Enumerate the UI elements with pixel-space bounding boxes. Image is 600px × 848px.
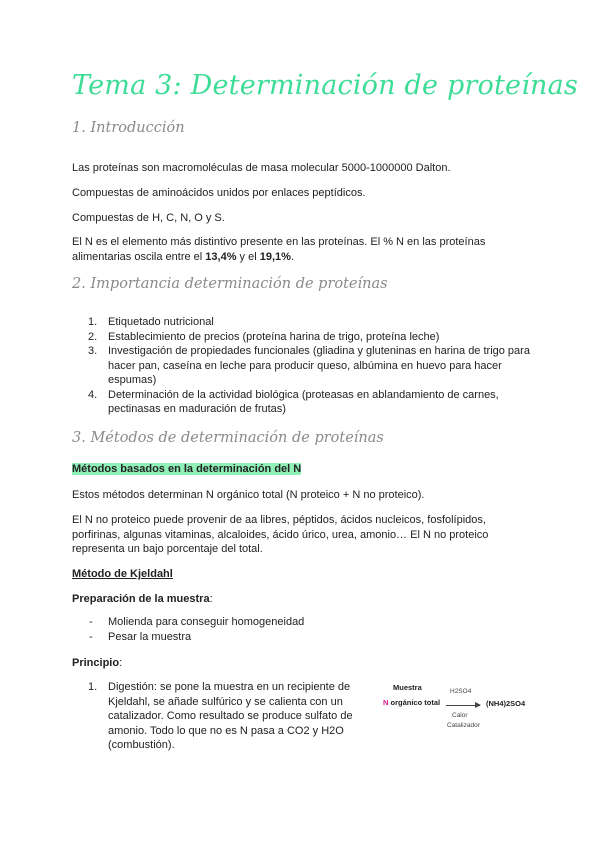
list-item [72, 615, 532, 630]
diagram-product: (NH4)2SO4 [486, 699, 526, 708]
preparacion-label [72, 592, 532, 607]
intro-paragraph-2: Compuestas de aminoácidos unidos por enlaces peptídicos. [72, 187, 366, 199]
diagram-reagent: H2SO4 [450, 688, 472, 695]
list-item-text: Etiquetado nutricional [108, 316, 214, 328]
intro-p4-text-c: y el [236, 251, 260, 263]
intro-paragraph-3: Compuestas de H, C, N, O y S. [72, 212, 225, 224]
section-heading-introduccion: 1. Introducción [72, 120, 185, 136]
list-item [72, 315, 532, 330]
preparacion-title: Preparación de la muestra [72, 593, 210, 605]
list-item [72, 344, 532, 388]
intro-p4-text-a: El N es el elemento más distintivo presente en las proteínas. El % N en las proteínas alimentarias oscila entre el [72, 236, 486, 263]
list-item-text: Digestión: se pone la muestra en un recipiente de Kjeldahl, se añade sulfúrico y se calienta con un catalizador. Como resultado se produce sulfato de amonio. Todo lo que no es N pasa a CO2 y H2O (combustión). [108, 681, 353, 751]
list-number: 4. [88, 388, 98, 401]
list-item-text: Pesar la muestra [108, 631, 192, 643]
principio-label [72, 656, 532, 671]
importancia-list [72, 315, 532, 417]
list-item-text: Investigación de propiedades funcionales (gliadina y gluteninas en harina de trigo para hacer pan, caseína en leche para producir queso, albúmina en huevo para hacer espumas) [108, 345, 530, 386]
diagram-catalizador: Catalizador [447, 722, 480, 729]
preparacion-colon: : [209, 593, 213, 605]
kjeldahl-title: Método de Kjeldahl [72, 568, 173, 580]
list-item [72, 330, 532, 345]
list-number: 1. [88, 681, 98, 693]
highlighted-subheading: Métodos basados en la determinación del N [72, 463, 302, 475]
intro-p4-text-e: . [290, 251, 294, 263]
list-item-text: Determinación de la actividad biológica (proteasas en ablandamiento de carnes, pectinasas en maduración de frutas) [108, 388, 499, 415]
list-number: 3. [88, 345, 98, 357]
diagram-calor: Calor [452, 712, 468, 719]
section-heading-importancia: 2. Importancia determinación de proteínas [72, 276, 388, 292]
intro-p4-value-max: 19,1% [259, 251, 291, 263]
metodos-paragraph-2: El N no proteico puede provenir de aa libres, péptidos, ácidos nucleicos, fosfolípidos, porfirinas, algunas vitaminas, alcaloides, ácido úrico, urea, amonio… El N no proteico representa un bajo porcentaje del total. [72, 514, 489, 555]
list-dash: - [89, 631, 93, 643]
list-item [72, 388, 532, 417]
principio-colon: : [119, 657, 123, 669]
list-dash: - [89, 616, 93, 628]
metodos-highlight-heading [72, 462, 532, 477]
list-item [72, 630, 532, 645]
diagram-organico-text: orgánico total [388, 698, 441, 707]
page-title: Tema 3: Determinación de proteínas [72, 70, 578, 101]
list-number: 2. [88, 330, 98, 343]
preparacion-list [72, 615, 532, 645]
diagram-n-letter: N [383, 698, 389, 707]
kjeldahl-heading [72, 567, 532, 582]
intro-paragraph-1: Las proteínas son macromoléculas de masa molecular 5000-1000000 Dalton. [72, 162, 451, 174]
diagram-n-organico [383, 698, 440, 707]
metodos-paragraph-1: Estos métodos determinan N orgánico total (N proteico + N no proteico). [72, 489, 425, 501]
principio-title: Principio [72, 657, 120, 669]
section-heading-metodos: 3. Métodos de determinación de proteínas [72, 430, 384, 446]
list-number: 1. [88, 316, 98, 328]
diagram-muestra: Muestra [393, 683, 422, 692]
list-item-text: Establecimiento de precios (proteína harina de trigo, proteína leche) [108, 330, 440, 343]
intro-p4-value-min: 13,4% [205, 251, 237, 263]
principio-list [72, 680, 364, 753]
list-item [72, 680, 364, 753]
reaction-arrow-icon [446, 705, 480, 706]
intro-paragraph-4 [72, 235, 532, 265]
list-item-text: Molienda para conseguir homogeneidad [108, 616, 305, 628]
